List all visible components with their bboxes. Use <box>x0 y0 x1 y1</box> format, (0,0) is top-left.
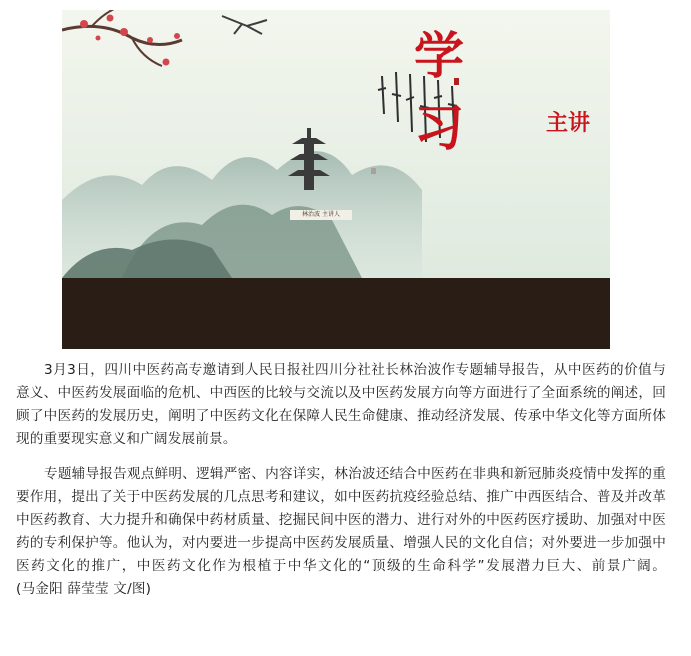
article-paragraph <box>16 463 666 601</box>
article-paragraph-text: 专题辅导报告观点鲜明、逻辑严密、内容详实，林治波还结合中医药在非典和新冠肺炎疫情中发挥的重要作用，提出了关于中医药发展的几点思考和建议，如中医药抗疫经验总结、推广中西医结合、普及并改革中医药教育、大力提升和确保中药材质量、挖掘民间中医的潜力、进行对外的中医药医疗援助、加强对中医药的专利保护等。他认为，对内要进一步提高中医药发展质量、增强人民的文化自信；对外要进一步加强中医药文化的推广，中医药文化作为根植于中华文化的“顶级的生命科学”发展潜力巨大、前景广阔。 <box>16 466 666 574</box>
article-paragraph: 3月3日，四川中医药高专邀请到人民日报社四川分社社长林治波作专题辅导报告，从中医药的价值与意义、中医药发展面临的危机、中西医的比较与交流以及中医药发展方向等方面进行了全面系统的阐述，回顾了中医药的发展历史，阐明了中医药文化在保障人民生命健康、推动经济发展、传承中华文化等方面所体现的重要现实意义和广阔发展前景。 <box>16 362 666 447</box>
banner-title: 学 习 <box>414 26 516 157</box>
article-credit: (马金阳 薛莹莹 文/图) <box>16 581 152 597</box>
banner-speaker-label: 主讲 <box>546 110 591 136</box>
speaker-nameplate: 林治波 主讲人 <box>290 210 352 220</box>
article-body <box>16 359 666 613</box>
lecture-photo <box>62 10 610 349</box>
